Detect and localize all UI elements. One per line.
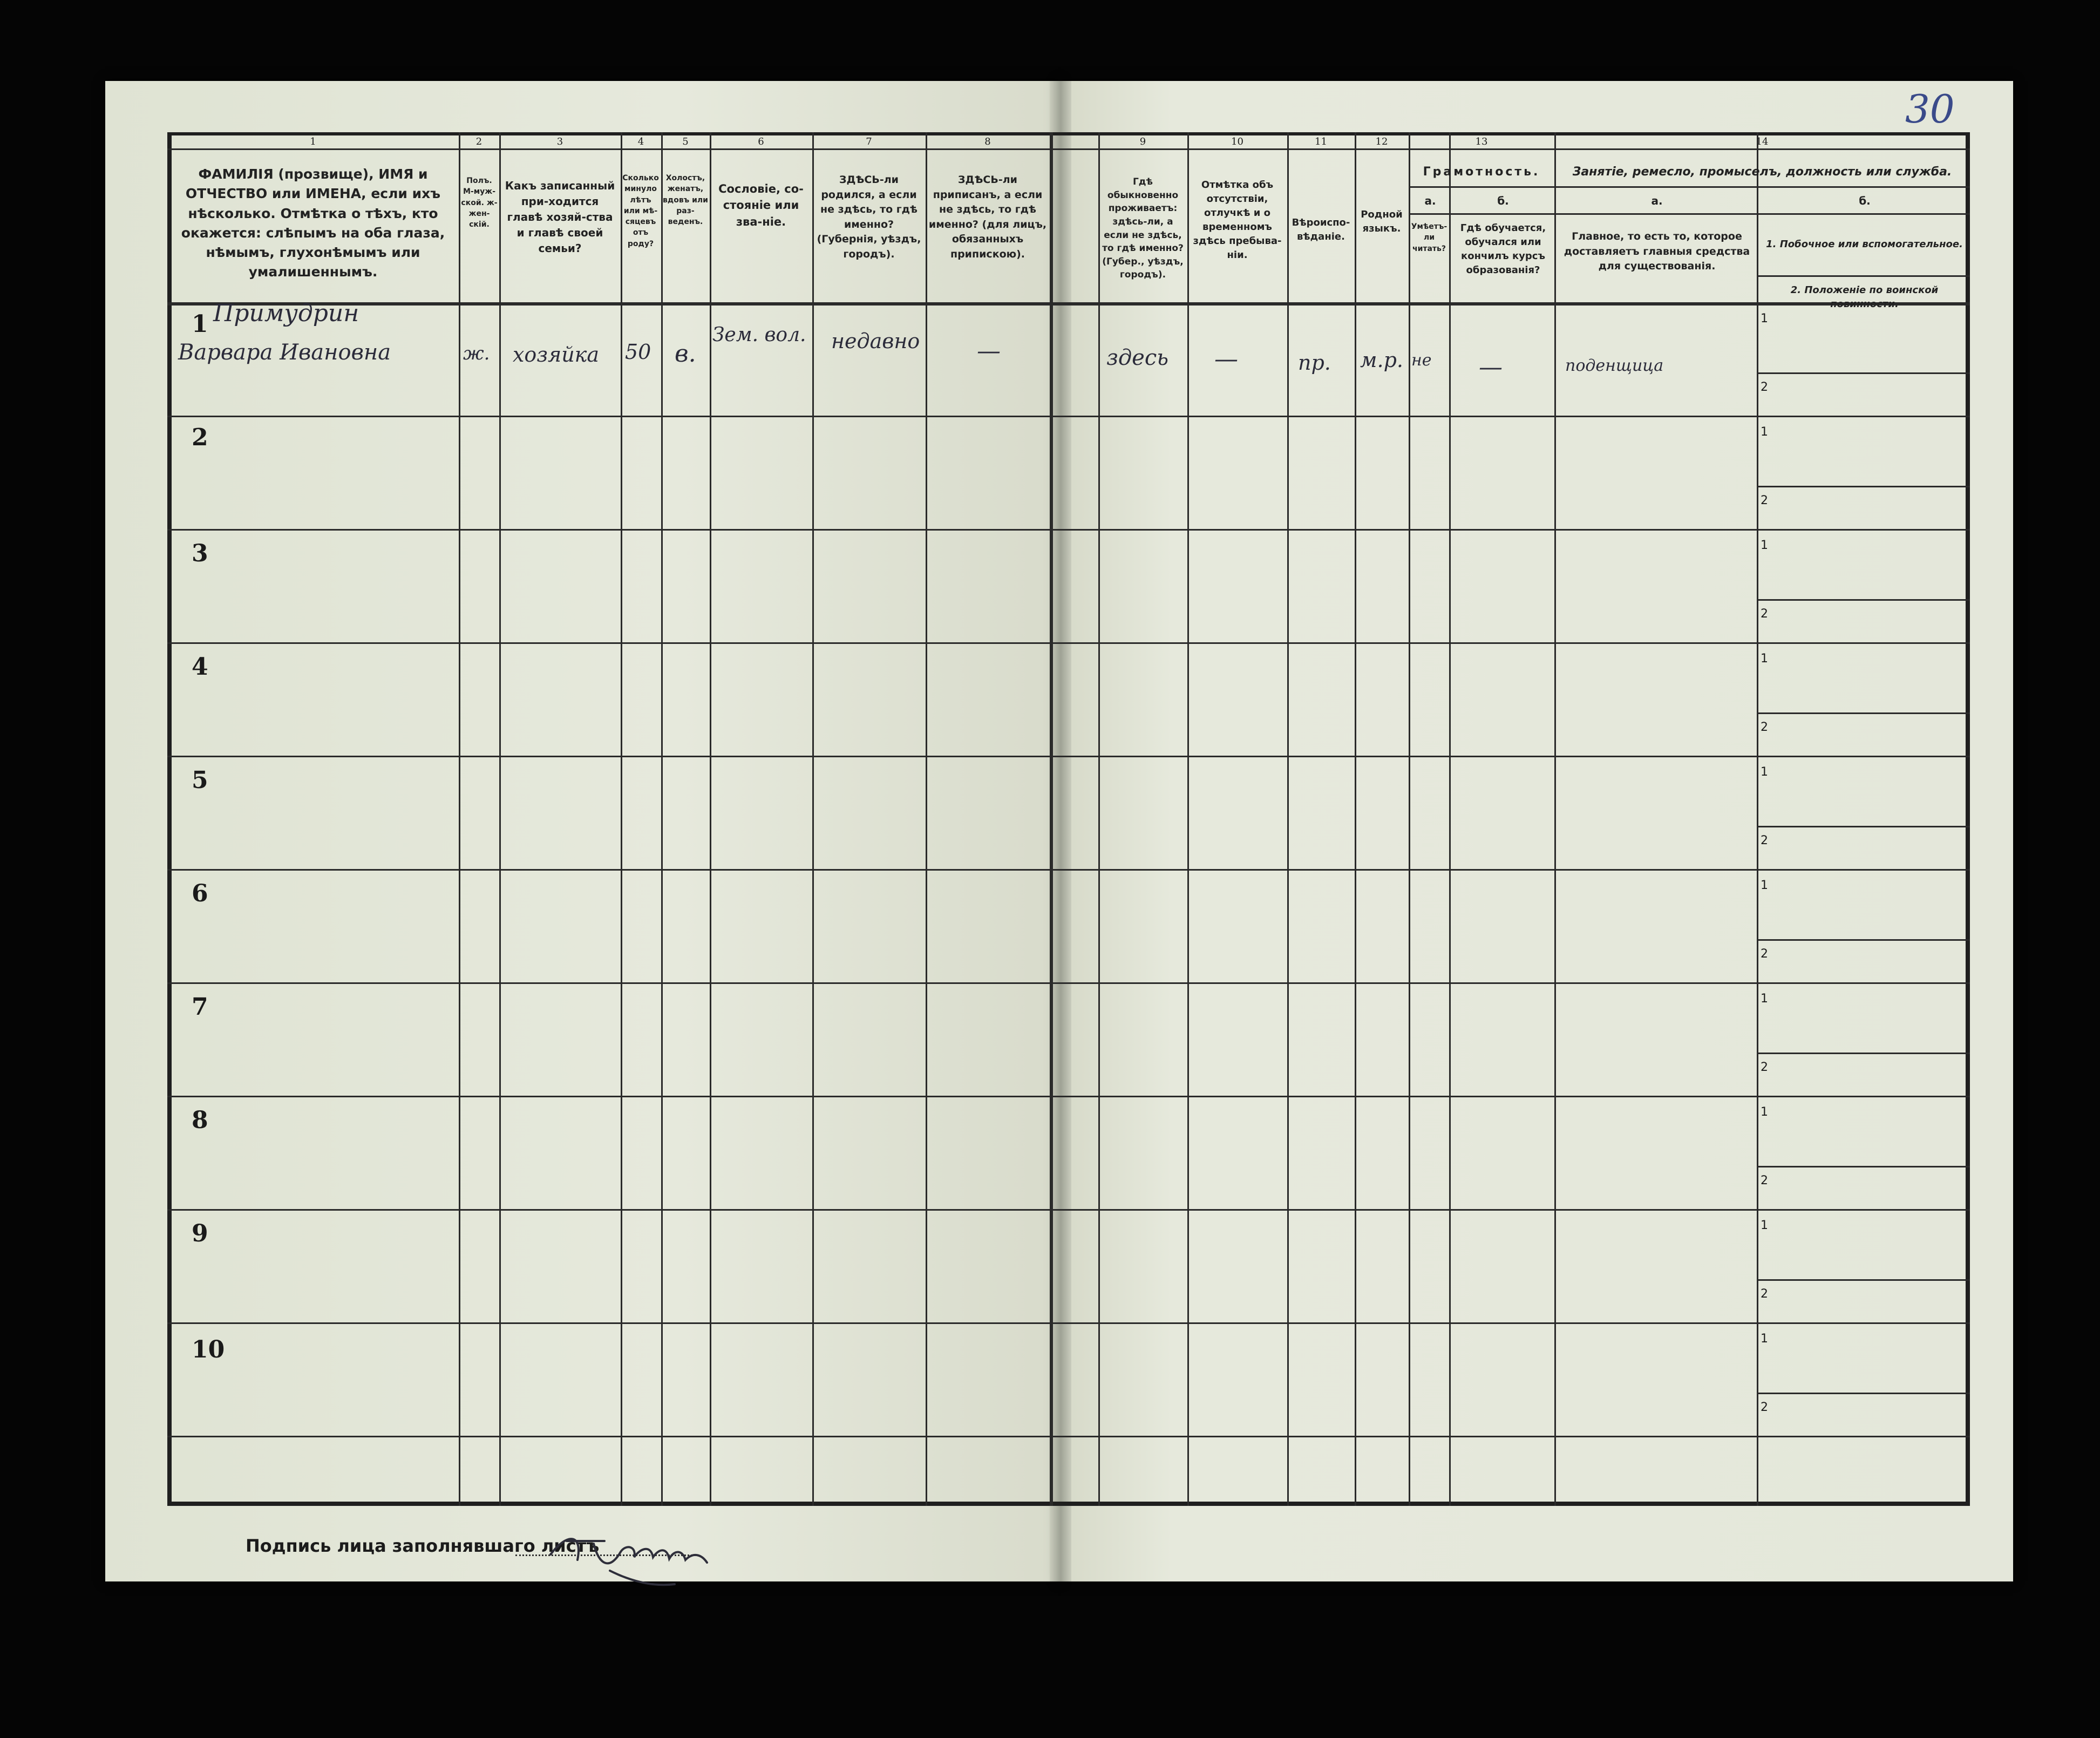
row-divider [167, 529, 1970, 531]
row-divider [167, 1322, 1970, 1324]
header-registration: ЗДѢСЬ-ли приписанъ, а если не здѣсь, то гдѣ именно? (для лицъ, обязанныхъ припискою). [928, 174, 1047, 260]
col-divider [1409, 132, 1410, 1506]
entry-occupation: поденщица [1565, 356, 1664, 375]
sub-row-divider [1757, 599, 1970, 601]
col14-b2-text: 2. Положеніе по воинской повинности. [1790, 284, 1939, 310]
col13-a-label: а. [1424, 194, 1436, 207]
col-divider [1554, 132, 1556, 1506]
sub-label-2: 2 [1761, 834, 1768, 847]
row-number: 8 [192, 1106, 208, 1134]
sub-row-divider [1757, 1053, 1970, 1054]
row-number: 6 [192, 880, 208, 907]
col-divider [459, 132, 460, 1506]
sub-label-1: 1 [1761, 425, 1768, 439]
col14-b-label: б. [1859, 194, 1871, 207]
sub-label-1: 1 [1761, 652, 1768, 666]
row-divider [1409, 213, 1970, 215]
sub-label-1: 1 [1761, 879, 1768, 892]
col-number: 10 [1231, 136, 1243, 147]
header-literacy: Грамотность. [1423, 165, 1540, 179]
sub-label-2: 2 [1761, 381, 1768, 394]
row-number: 4 [192, 653, 208, 681]
header-birthplace: ЗДѢСЬ-ли родился, а если не здѣсь, то гдѣ именно? (Губернія, уѣздъ, городъ). [817, 174, 921, 260]
handwritten-signature [545, 1511, 718, 1598]
census-table-frame [167, 132, 1970, 1506]
col-divider [621, 132, 622, 1506]
header-age: Сколько минуло лѣтъ или мѣ-сяцевъ отъ роду? [622, 174, 659, 248]
sub-label-2: 2 [1761, 947, 1768, 961]
sub-label-2: 2 [1761, 1401, 1768, 1414]
col-number: 2 [475, 136, 482, 147]
header-relation: Какъ записанный при-ходится главѣ хозяй-ства и главѣ своей семьи? [505, 179, 615, 255]
sub-row-divider [1757, 939, 1970, 941]
sub-row-divider [1757, 1279, 1970, 1281]
col14-a-text: Главное, то есть то, которое доставляетъ главныя средства для существованія. [1564, 230, 1750, 273]
sub-row-divider [1757, 826, 1970, 827]
sub-label-2: 2 [1761, 607, 1768, 621]
col14-b1-text: 1. Побочное или вспомогательное. [1766, 239, 1963, 250]
sub-label-1: 1 [1761, 992, 1768, 1006]
col-divider [1050, 132, 1053, 1506]
sub-row-divider [1757, 486, 1970, 487]
entry-birthplace: недавно [831, 329, 920, 353]
header-sex: Полъ. М-муж-ской. ж-жен-скій. [461, 176, 498, 229]
entry-literate: не [1411, 351, 1432, 370]
row-divider [167, 1096, 1970, 1097]
sub-label-1: 1 [1761, 312, 1768, 325]
sub-label-1: 1 [1761, 1332, 1768, 1346]
entry-language: м.р. [1360, 348, 1403, 372]
col-divider [1757, 132, 1758, 1506]
col-divider [499, 132, 501, 1506]
col-number: 8 [984, 136, 991, 147]
entry-surname: Примудрин [213, 300, 359, 327]
col-number: 4 [637, 136, 644, 147]
col13-b-text: Гдѣ обучается, обучался или кончилъ курсъ образованія? [1460, 222, 1546, 276]
entry-absence: — [1214, 345, 1238, 373]
col-number: 12 [1375, 136, 1388, 147]
col-divider [661, 132, 663, 1506]
sub-row-divider [1757, 372, 1970, 374]
sub-label-2: 2 [1761, 1174, 1768, 1187]
row-number: 1 [192, 310, 208, 338]
col-number: 13 [1475, 136, 1488, 147]
sub-label-1: 1 [1761, 539, 1768, 552]
sub-label-1: 1 [1761, 765, 1768, 779]
entry-registration: — [977, 337, 1001, 365]
col-divider [812, 132, 814, 1506]
row-divider [1409, 186, 1970, 188]
header-estate: Сословіе, со-стояніе или зва-ніе. [718, 182, 804, 228]
entry-age: 50 [625, 340, 651, 364]
col-number: 5 [682, 136, 689, 147]
col-divider [710, 132, 711, 1506]
header-marital: Холостъ, женатъ, вдовъ или раз-веденъ. [663, 174, 708, 227]
header-occupation: Занятіе, ремесло, промыселъ, должность или служба. [1572, 165, 1952, 179]
entry-religion: пр. [1298, 351, 1331, 375]
col-number: 3 [556, 136, 563, 147]
col-divider [1287, 132, 1289, 1506]
row-divider [167, 416, 1970, 417]
col-divider [1098, 132, 1100, 1506]
row-divider [167, 1209, 1970, 1211]
sub-row-divider [1757, 712, 1970, 714]
sub-label-2: 2 [1761, 494, 1768, 507]
row-number: 7 [192, 993, 208, 1021]
row-number: 10 [192, 1336, 225, 1363]
col-divider [1187, 132, 1189, 1506]
row-divider [167, 1436, 1970, 1437]
row-divider [167, 642, 1970, 644]
entry-given-names: Варвара Ивановна [178, 340, 391, 365]
header-absence: Отмѣтка объ отсутствіи, отлучкѣ и о временномъ здѣсь пребыва-ніи. [1193, 179, 1282, 261]
col-divider [926, 132, 927, 1506]
header-religion: Вѣроиспо-вѣданіе. [1292, 217, 1350, 243]
col-number: 14 [1756, 136, 1769, 147]
row-divider [1757, 275, 1970, 277]
row-divider [167, 302, 1970, 305]
entry-marital: в. [675, 340, 696, 368]
entry-residence: здесь [1106, 345, 1169, 370]
row-divider [167, 982, 1970, 984]
row-divider [167, 756, 1970, 757]
sub-label-2: 2 [1761, 721, 1768, 734]
col13-b-label: б. [1497, 194, 1509, 207]
sub-label-1: 1 [1761, 1105, 1768, 1119]
row-number: 3 [192, 540, 208, 567]
entry-estate: Зем. вол. [712, 324, 806, 346]
row-divider [167, 869, 1970, 871]
entry-sex: ж. [463, 343, 490, 364]
signature-label: Подпись лица заполнявшаго листъ [246, 1536, 600, 1556]
sub-row-divider [1757, 1393, 1970, 1394]
col-number: 6 [758, 136, 764, 147]
col-number: 1 [310, 136, 316, 147]
col13-a-text: Умѣетъ-ли читать? [1411, 222, 1447, 253]
sub-label-1: 1 [1761, 1219, 1768, 1232]
page-number: 30 [1905, 86, 1955, 132]
sub-label-2: 2 [1761, 1287, 1768, 1301]
col-divider [1355, 132, 1356, 1506]
row-number: 5 [192, 766, 208, 794]
col-number: 9 [1139, 136, 1146, 147]
col-number: 7 [866, 136, 872, 147]
entry-relation: хозяйка [513, 343, 600, 366]
header-language: Родной языкъ. [1361, 209, 1403, 235]
entry-education: — [1479, 354, 1503, 381]
row-number: 2 [192, 424, 208, 451]
header-name: ФАМИЛІЯ (прозвище), ИМЯ и ОТЧЕСТВО или ИМЕНА, если ихъ нѣсколько. Отмѣтка о тѣхъ, кто окажется: слѣпымъ на оба глаза, нѣмымъ, глухонѣмымъ или умалишеннымъ. [181, 166, 445, 280]
row-number: 9 [192, 1220, 208, 1247]
header-residence: Гдѣ обыкновенно проживаетъ: здѣсь-ли, а если не здѣсь, то гдѣ именно? (Губер., уѣздъ, городъ). [1102, 176, 1184, 281]
row-divider [167, 148, 1970, 150]
col14-a-label: а. [1651, 194, 1663, 207]
sub-label-2: 2 [1761, 1061, 1768, 1074]
col-number: 11 [1315, 136, 1327, 147]
col-divider [1449, 132, 1451, 1506]
sub-row-divider [1757, 1166, 1970, 1167]
